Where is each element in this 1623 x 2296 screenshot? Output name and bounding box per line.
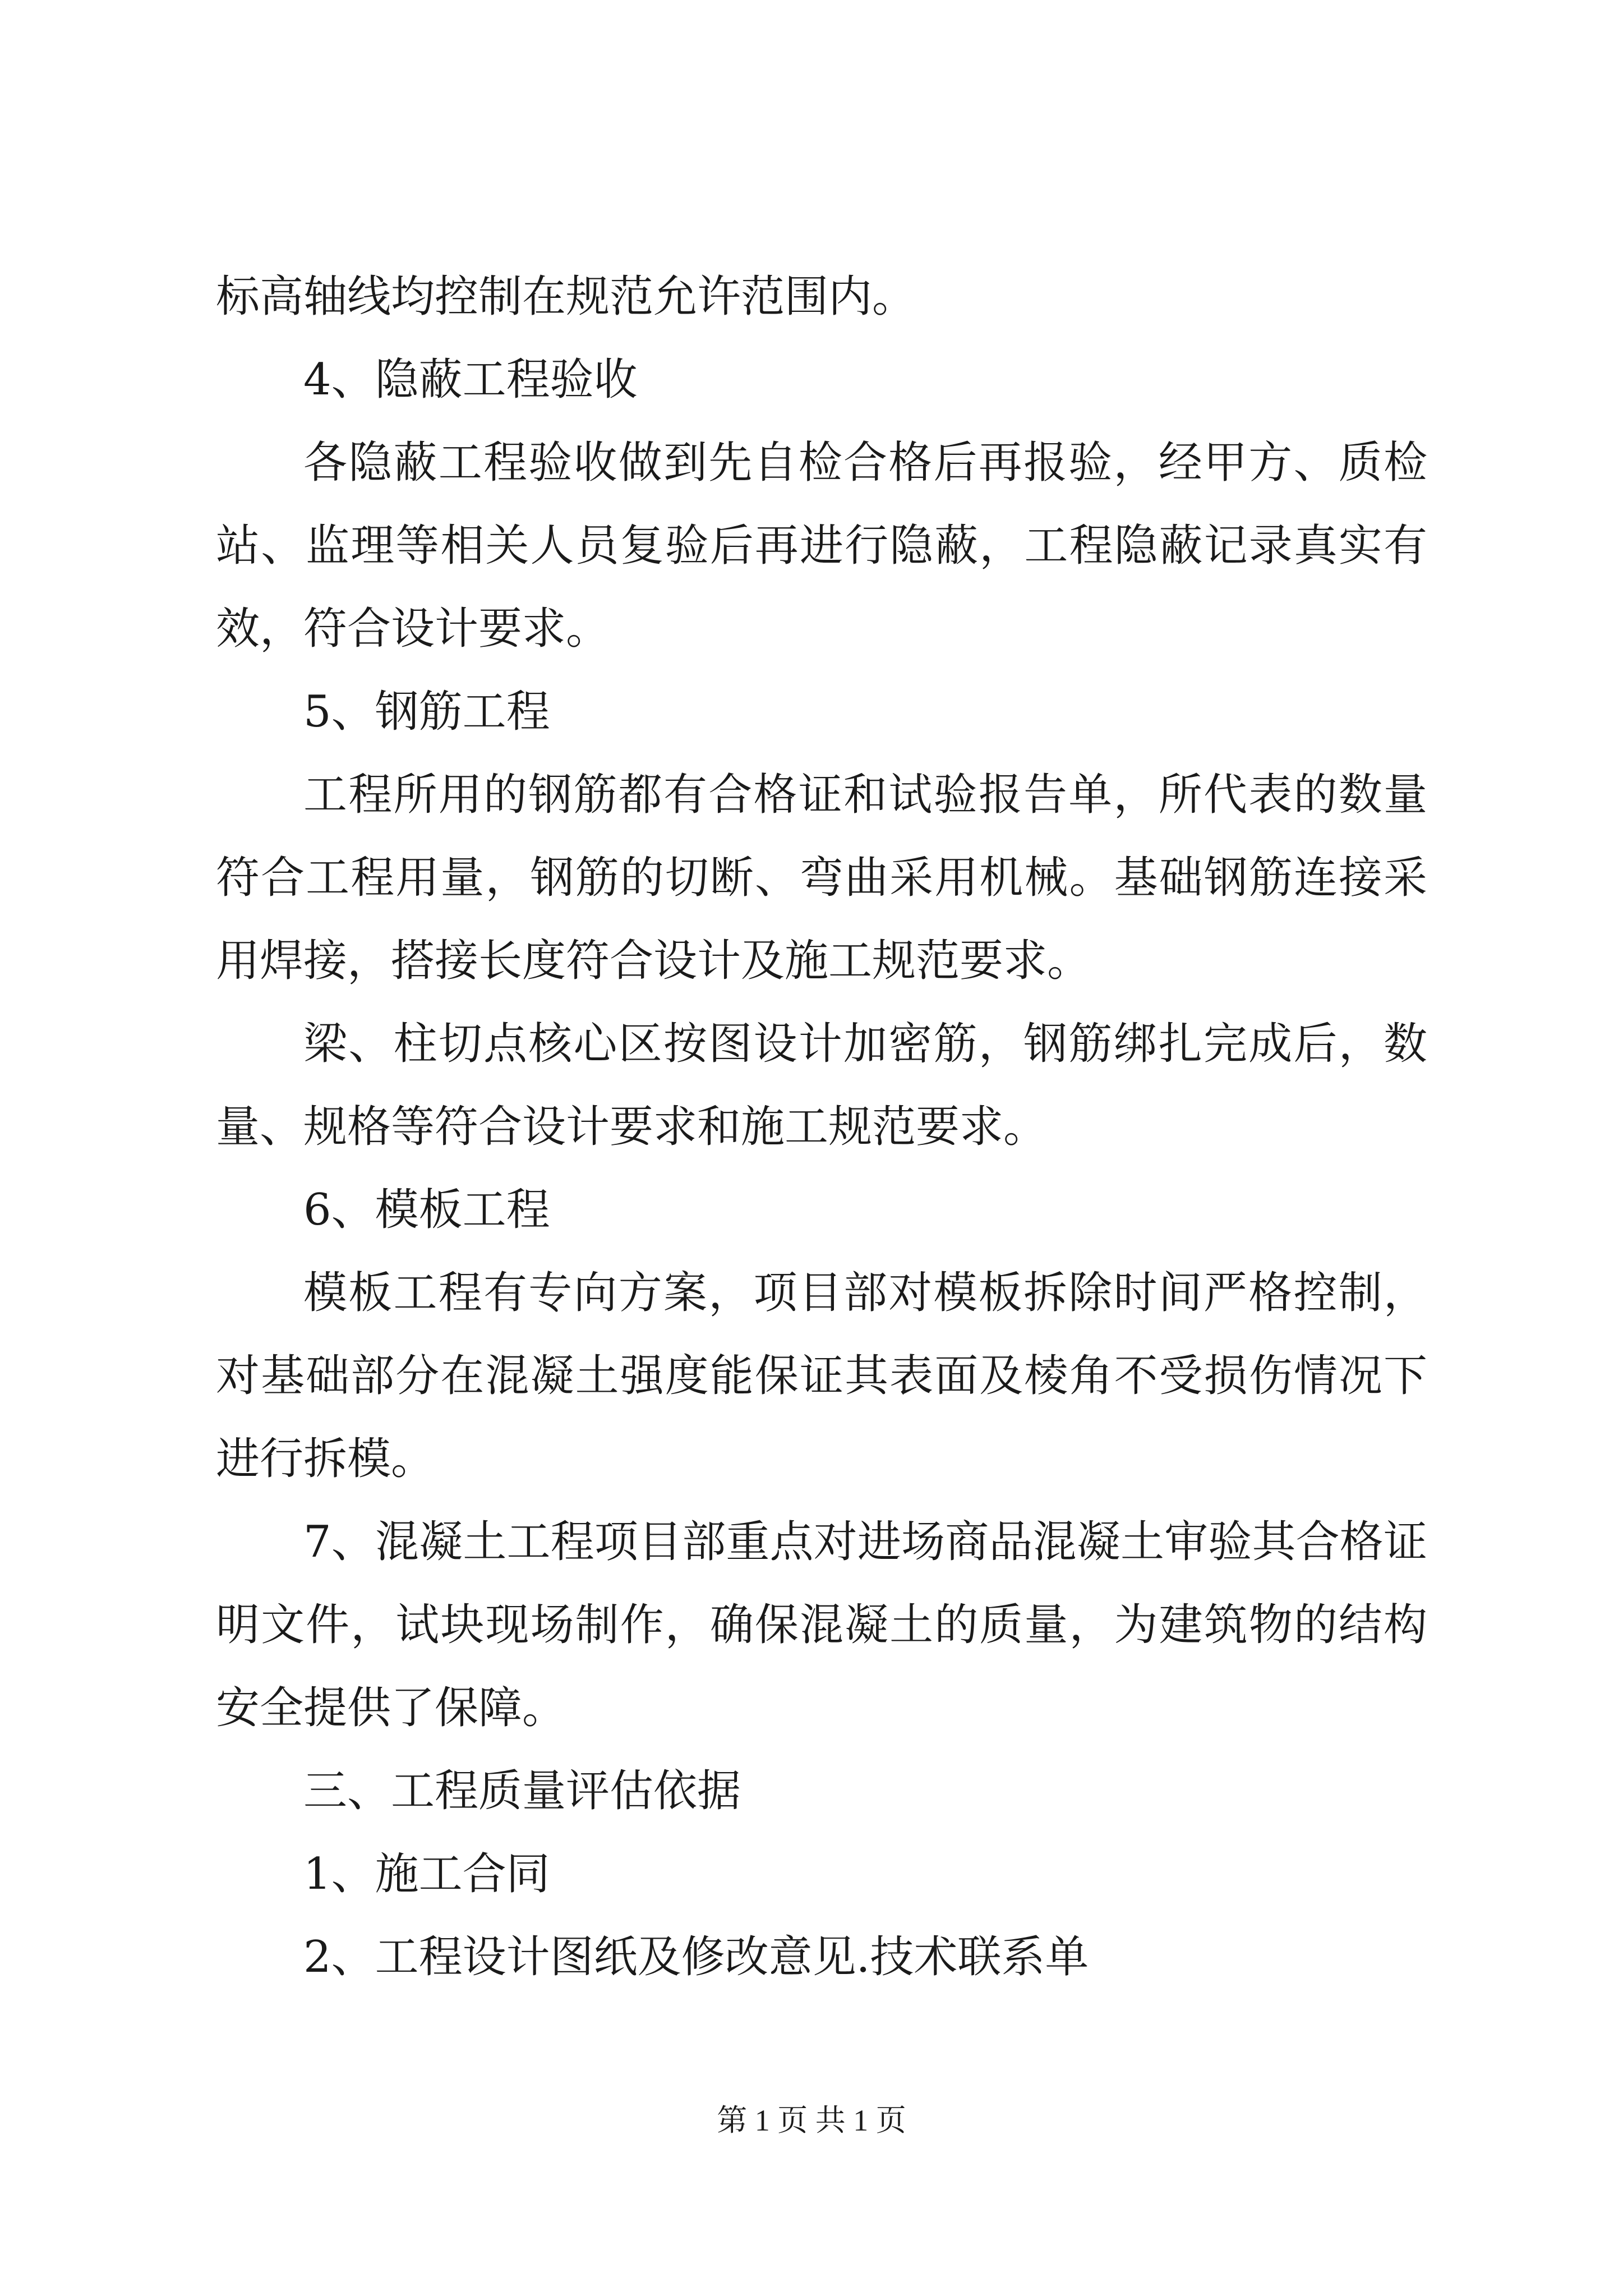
paragraph-concrete-works: 7、混凝土工程项目部重点对进场商品混凝土审验其合格证明文件，试块现场制作，确保混凝土的质量，为建筑物的结构安全提供了保障。 [216,1517,1427,1733]
heading-rebar-works: 5、钢筋工程 [303,687,550,737]
paragraph-beam-column: 梁、柱切点核心区按图设计加密筋，钢筋绑扎完成后，数量、规格等符合设计要求和施工规范要求。 [216,1019,1427,1152]
paragraph-continuation: 标高轴线均控制在规范允许范围内。 [216,272,916,322]
heading-formwork: 6、模板工程 [303,1185,550,1235]
heading-quality-assessment-basis: 三、工程质量评估依据 [303,1766,741,1816]
list-item-construction-contract: 1、施工合同 [303,1849,550,1899]
heading-hidden-works-acceptance: 4、隐蔽工程验收 [303,355,638,405]
page-number-footer: 第 1 页 共 1 页 [717,2104,906,2137]
paragraph-rebar-works: 工程所用的钢筋都有合格证和试验报告单，所代表的数量符合工程用量，钢筋的切断、弯曲采用机械。基础钢筋连接采用焊接，搭接长度符合设计及施工规范要求。 [216,770,1427,986]
paragraph-hidden-works: 各隐蔽工程验收做到先自检合格后再报验，经甲方、质检站、监理等相关人员复验后再进行隐蔽，工程隐蔽记录真实有效，符合设计要求。 [216,438,1427,654]
paragraph-formwork: 模板工程有专向方案，项目部对模板拆除时间严格控制，对基础部分在混凝土强度能保证其表面及棱角不受损伤情况下进行拆模。 [216,1268,1427,1484]
document-body [216,255,1427,1999]
list-item-design-drawings: 2、工程设计图纸及修改意见.技术联系单 [303,1932,1089,1982]
